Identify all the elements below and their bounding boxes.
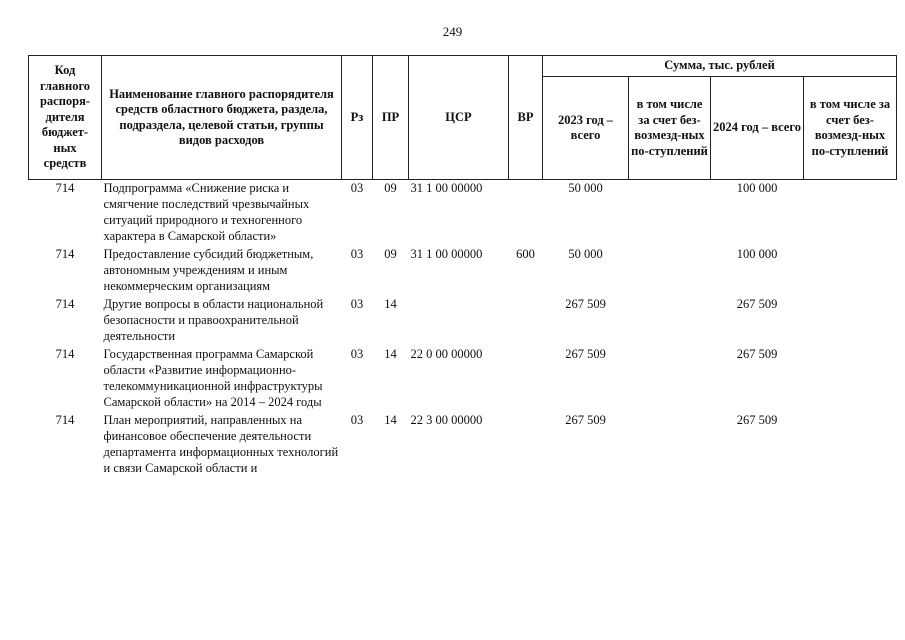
table-row (29, 246, 897, 296)
cell-name: План мероприятий, направленных на финансовое обеспечение деятельности департамента информационных технологий и связи Самарской области и (103, 413, 339, 475)
page-number: 249 (442, 24, 463, 39)
cell-2023-total: 267 509 (565, 347, 606, 361)
cell-2023-total: 267 509 (565, 297, 606, 311)
cell-2023-free (629, 180, 711, 247)
cell-code: 714 (55, 297, 75, 311)
cell-vr (509, 296, 543, 346)
header-2024-total: 2024 год – всего (711, 77, 804, 180)
cell-2023-free (629, 412, 711, 478)
cell-rz: 03 (350, 347, 364, 361)
header-name: Наименование главного распорядителя средств областного бюджета, раздела, подраздела, целевой статьи, группы видов расходов (102, 56, 342, 180)
cell-vr (509, 346, 543, 412)
table-row (29, 412, 897, 478)
cell-csr: 22 0 00 00000 (410, 347, 483, 361)
cell-pr: 09 (384, 181, 397, 195)
cell-2024-total: 267 509 (736, 297, 778, 311)
header-sum: Сумма, тыс. рублей (543, 56, 897, 77)
cell-2023-total: 50 000 (568, 247, 603, 261)
cell-csr: 31 1 00 00000 (410, 181, 483, 195)
cell-2023-free (629, 296, 711, 346)
cell-2023-total: 50 000 (568, 181, 603, 195)
cell-2023-free (629, 246, 711, 296)
header-pr: ПР (373, 56, 409, 180)
header-code: Код главного распоря-дителя бюджет-ных средств (29, 56, 102, 180)
cell-pr: 14 (384, 413, 397, 427)
budget-table (28, 55, 897, 478)
cell-2024-free (804, 296, 897, 346)
cell-code: 714 (55, 347, 75, 361)
cell-2024-free (804, 246, 897, 296)
cell-csr: 31 1 00 00000 (410, 247, 483, 261)
cell-csr: 22 3 00 00000 (410, 413, 483, 427)
cell-2024-free (804, 180, 897, 247)
cell-name: Другие вопросы в области национальной безопасности и правоохранительной деятельности (103, 297, 324, 343)
cell-code: 714 (55, 413, 75, 427)
table-row (29, 180, 897, 247)
cell-2024-total: 100 000 (736, 247, 778, 261)
cell-2024-free (804, 412, 897, 478)
cell-2024-total: 100 000 (736, 181, 778, 195)
cell-name: Предоставление субсидий бюджетным, автономным учреждениям и иным некоммерческим организациям (103, 247, 314, 293)
header-2024-free: в том числе за счет без-возмезд-ных по-ступлений (804, 77, 897, 180)
table-header (29, 56, 897, 180)
header-csr: ЦСР (409, 56, 509, 180)
cell-name: Государственная программа Самарской области «Развитие информационно-телекоммуникационной инфраструктуры Самарской области» на 2014 – 2024 годы (103, 347, 323, 409)
cell-rz: 03 (350, 181, 364, 195)
cell-rz: 03 (350, 297, 364, 311)
cell-vr (509, 412, 543, 478)
cell-2023-total: 267 509 (565, 413, 606, 427)
table-row (29, 296, 897, 346)
header-2023-free: в том числе за счет без-возмезд-ных по-ступлений (629, 77, 711, 180)
cell-pr: 14 (384, 297, 397, 311)
cell-code: 714 (55, 247, 75, 261)
header-rz: Рз (342, 56, 373, 180)
table-row (29, 346, 897, 412)
cell-2024-total: 267 509 (736, 413, 778, 427)
header-vr: ВР (509, 56, 543, 180)
header-2023-total: 2023 год – всего (543, 77, 629, 180)
cell-pr: 14 (384, 347, 397, 361)
cell-vr: 600 (516, 247, 535, 261)
cell-vr (509, 180, 543, 247)
cell-2023-free (629, 346, 711, 412)
cell-code: 714 (55, 181, 75, 195)
cell-rz: 03 (350, 247, 364, 261)
cell-2024-total: 267 509 (736, 347, 778, 361)
cell-csr (409, 296, 509, 346)
table-body (29, 180, 897, 479)
cell-rz: 03 (350, 413, 364, 427)
cell-2024-free (804, 346, 897, 412)
cell-name: Подпрограмма «Снижение риска и смягчение последствий чрезвычайных ситуаций природного и техногенного характера в Самарской области» (103, 181, 310, 243)
cell-pr: 09 (384, 247, 397, 261)
